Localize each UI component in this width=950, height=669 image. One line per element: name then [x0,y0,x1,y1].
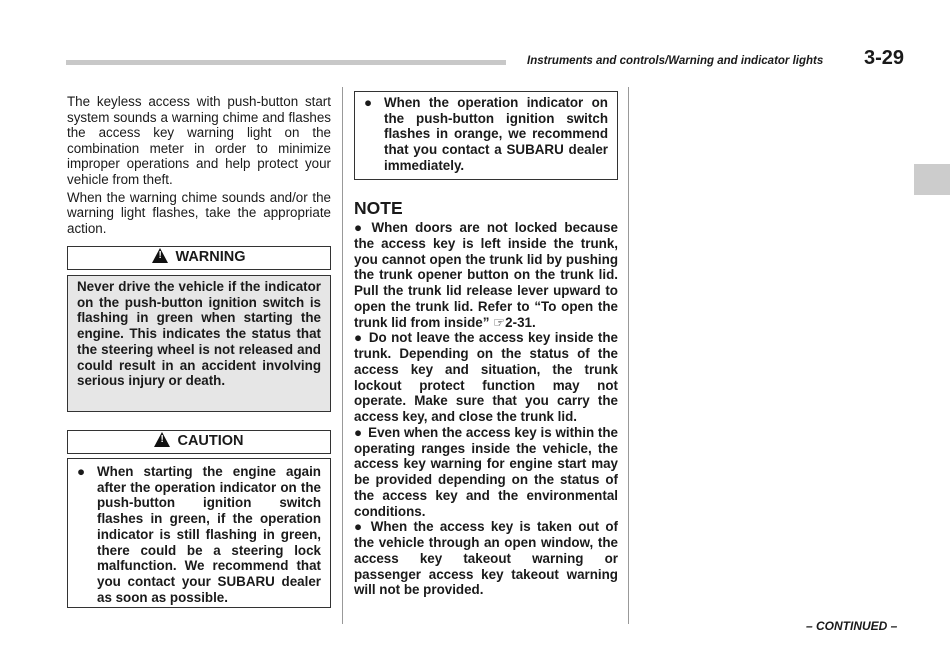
note-item [354,330,618,425]
warning-label: WARNING [175,249,246,265]
bullet-icon: ● [354,519,365,535]
note-text: Do not leave the access key inside the trunk. Depending on the status of the access key and situation, the trunk lockout protect function may not operate. Make sure that you carry the access key, and close the trunk lid. [354,330,618,424]
note-text: Even when the access key is within the operating ranges inside the vehicle, the access key warning for engine start may be provided depending on the status of the access key and the environmental conditions. [354,424,619,519]
list-item [77,464,321,605]
bullet-icon: ● [364,95,373,110]
caution-header [67,430,331,454]
header-rule [66,60,506,65]
column-divider [628,87,629,624]
page-number: 3-29 [864,47,905,69]
caution-text: When starting the engine again after the operation indicator on the push-button ignition switch flashes in green, if the operation indicator is still flashing in green, there could be a steering lock malfunction. We recommend that you contact your SUBARU dealer as soon as possible. [97,464,321,605]
chapter-tab [914,164,950,195]
orange-indicator-box [354,91,618,180]
intro-text [67,94,331,236]
warning-header [67,246,331,270]
note-item [354,220,618,330]
continued-label: – CONTINUED – [806,619,898,633]
page-reference[interactable]: 2-31. [505,314,536,330]
warning-triangle-icon [152,248,168,263]
note-title: NOTE [354,198,403,218]
caution-body [67,458,331,608]
bullet-icon: ● [354,220,366,235]
note-item [354,519,618,598]
boxed-text: When the operation indicator on the push-button ignition switch flashes in orange, we recommend that you contact a SUBARU dealer immediately. [384,95,608,173]
note-text: When doors are not locked because the access key is left inside the trunk, you cannot open the trunk lid by pushing the trunk opener button on the trunk lid. Pull the trunk lid release lever upward to open the trunk lid. Refer to “To open the trunk lid from inside” [354,220,618,330]
paragraph: The keyless access with push-button start system sounds a warning chime and flashes the access key warning light on the combination meter in order to minimize improper operations and help protect your vehicle from theft. [67,94,331,187]
column-divider [342,87,343,624]
note-body [354,220,618,598]
note-item [354,425,618,520]
warning-triangle-icon [154,432,170,447]
paragraph: When the warning chime sounds and/or the warning light flashes, take the appropriate action. [67,189,331,236]
warning-body: Never drive the vehicle if the indicator on the push-button ignition switch is flashing in green when starting the engine. This indicates the status that the steering wheel is not released and could result in an accident involving serious injury or death. [67,275,331,412]
list-item [364,95,608,174]
bullet-icon: ● [354,424,363,440]
page-reference-icon: ☞ [493,314,506,330]
bullet-icon: ● [354,330,363,346]
section-title: Instruments and controls/Warning and indicator lights [527,55,824,67]
caution-label: CAUTION [177,433,244,449]
note-text: When the access key is taken out of the vehicle through an open window, the access key takeout warning or passenger access key takeout warning will not be provided. [354,519,618,598]
bullet-icon: ● [77,464,86,479]
